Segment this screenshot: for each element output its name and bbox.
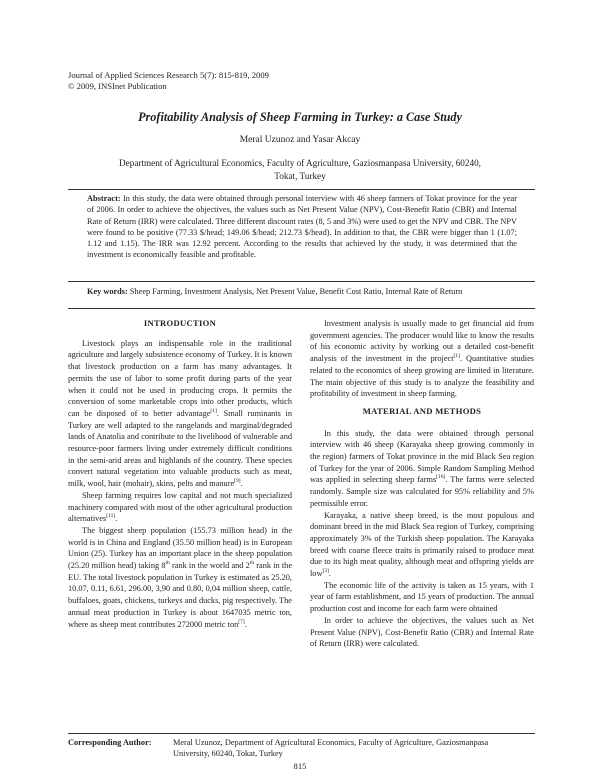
- keywords: [87, 286, 517, 297]
- intro-p1-text: Livestock plays an indispensable role in the traditional agriculture and largely subsistence economy of Turkey. It is known that livestock production on a farm has many advantages. It permits the use of labor to some profit during parts of the year when it could not be used in producing crops. It permits the conversion of some marketable crops into other products, which can be disposed of to better advantage: [68, 338, 292, 418]
- methods-p1-text: In this study, the data were obtained through personal interview with 46 sheep (Karayaka sheep growing commonly in the region) farmers of Tokat province in the mid Black Sea region of Turkey for the year of 2006. Simple Random Sampling Method was applied in selecting sheep farms: [310, 428, 534, 485]
- affiliation-line-1: Department of Agricultural Economics, Faculty of Agriculture, Gaziosmanpasa University, 60240,: [119, 158, 481, 168]
- citation-ref: [16]: [436, 474, 446, 481]
- journal-header: [68, 70, 269, 92]
- citation-ref: [7]: [238, 618, 245, 625]
- corr-line-1: Meral Uzunoz, Department of Agricultural Economics, Faculty of Agriculture, Gaziosmanpasa: [173, 738, 489, 747]
- abstract-label: Abstract:: [87, 194, 121, 203]
- page-number: 815: [293, 761, 307, 771]
- left-column: [68, 318, 292, 630]
- intro-p3-text: The biggest sheep population (155.73 million head) in the world is in China and England (35.50 million head) is in European Union (25). Turkey has an important place in the sheep population (25.20 million head) taking 8: [68, 525, 292, 571]
- methods-paragraph-3: The economic life of the activity is taken as 15 years, with 1 year of farm establishment, and 15 years of production. The annual production cost and income for each farm were obtained: [310, 580, 534, 614]
- ordinal-sup: th: [165, 560, 170, 567]
- introduction-heading: INTRODUCTION: [143, 318, 217, 328]
- methods-p2-text-b: .: [328, 569, 331, 579]
- intro-paragraph-3: [68, 525, 292, 630]
- citation-ref: [1]: [453, 353, 460, 360]
- intro-p3-text-b: rank in the world and 2: [169, 561, 250, 571]
- methods-p1-text-b: . The farms were selected randomly. Sample size was calculated for 95% reliability and 5% permissible error.: [310, 475, 534, 508]
- corr-line-2: University, 60240, Tokat, Turkey: [173, 749, 283, 758]
- methods-paragraph-1: [310, 428, 534, 510]
- citation-ref: [3]: [322, 568, 329, 575]
- intro-p1-text-b: . Small ruminants in Turkey are well adapted to the rangelands and marginal/degraded lands of Anatolia and contribute to the livelihood of vulnerable and resource-poor farmers living under extremely difficult conditions in the semi-arid areas and highlands of the country. These species convert natural vegetation into valuable products such as meat, milk, wool, hair (mohair), skins, pelts and manure: [68, 408, 292, 489]
- right-column: [310, 318, 534, 650]
- affiliation: [0, 157, 600, 183]
- copyright-line: © 2009, INSInet Publication: [68, 81, 167, 91]
- keywords-bottom-rule: [68, 308, 535, 309]
- intro-p4-text-b: . Quantitative studies related to the economics of sheep growing are limited in literature. The main objective of this study is to analyze the feasibility and profitability of investment in sheep farming.: [310, 354, 534, 399]
- journal-citation: Journal of Applied Sciences Research 5(7): 815-819, 2009: [68, 70, 269, 80]
- intro-p1-text-c: .: [240, 479, 243, 489]
- corresponding-author-text: [173, 737, 488, 759]
- intro-paragraph-1: [68, 338, 292, 490]
- corresponding-author: [68, 737, 535, 759]
- methods-paragraph-4: In order to achieve the objectives, the values such as Net Present Value (NPV), Cost-Benefit Ratio (CBR) and Internal Rate of Return (IRR) were calculated.: [310, 615, 534, 649]
- citation-ref: [9]: [234, 478, 241, 485]
- methods-p2-text: Karayaka, a native sheep breed, is the most populous and dominant breed in the mid Black Sea region of Turkey, comprising approximately 3% of the Turkish sheep population. The Karayaka breed with coarse fleece traits is primarily raised to produce meat due to its high meat quality, although meat and offspring yields are low: [310, 510, 534, 579]
- intro-p2-text: Sheep farming requires low capital and not much specialized machinery compared with most of the other agricultural production alternatives: [68, 490, 292, 524]
- intro-p3-text-d: .: [244, 619, 247, 629]
- intro-p4-text: Investment analysis is usually made to get financial aid from government agencies. The producer would like to know the results of his economic activity by working out a detailed cost-benefit analysis of the investment in the project: [310, 319, 534, 364]
- keywords-label: Key words:: [87, 287, 128, 296]
- abstract-bottom-rule: [68, 281, 535, 282]
- paper-authors: Meral Uzunoz and Yasar Akcay: [239, 135, 361, 145]
- intro-paragraph-4: [310, 318, 534, 400]
- intro-paragraph-2: [68, 490, 292, 525]
- citation-ref: [11]: [106, 513, 116, 520]
- abstract-text: In this study, the data were obtained through personal interview with 46 sheep farmers of Tokat province for the year of 2006. In order to achieve the objectives, the values such as Net Present Value (NPV), Cost-Benefit Ratio (CBR) and Internal Rate of Return (IRR) were calculated. Three different discount rates (8, 5 and 3%) were used to get the NPV and CBR. The NPV were found to be positive (77.33 $/head; 149.06 $/head; 212.73 $/head). In addition to that, the CBR were bigger than 1 (1.07; 1.12 and 1.15). The IRR was 12.92 percent. According to the results that achieved by the study, it was determined that the investment is economically feasible and profitable.: [87, 194, 517, 260]
- ordinal-sup: th: [249, 560, 255, 567]
- methods-paragraph-2: [310, 510, 534, 580]
- affiliation-line-2: Tokat, Turkey: [274, 171, 326, 181]
- intro-p2-text-b: .: [115, 514, 118, 524]
- corresponding-author-label: Corresponding Author:: [68, 738, 152, 747]
- methods-heading: MATERIAL AND METHODS: [362, 405, 482, 416]
- footer-rule: [68, 733, 535, 734]
- keywords-text: Sheep Farming, Investment Analysis, Net Present Value, Benefit Cost Ratio, Internal Rate of Return: [129, 287, 463, 296]
- abstract: [87, 193, 517, 261]
- intro-p3-text-c: rank in the EU. The total livestock population in Turkey is estimated as 25.20, 10.07, 0.11, 6.61, 296.00, 3,90 and 0.80, 0,04 million sheep, cattle, buffaloes, goats, chickens, turkeys and ducks, pig respectively. The annual meat production in Turkey is about 1647035 metric ton, where as sheep meat contributes 272000 metric ton: [68, 561, 293, 629]
- paper-title: Profitability Analysis of Sheep Farming in Turkey: a Case Study: [138, 110, 462, 124]
- abstract-top-rule: [68, 189, 535, 190]
- citation-ref: [1]: [210, 408, 217, 415]
